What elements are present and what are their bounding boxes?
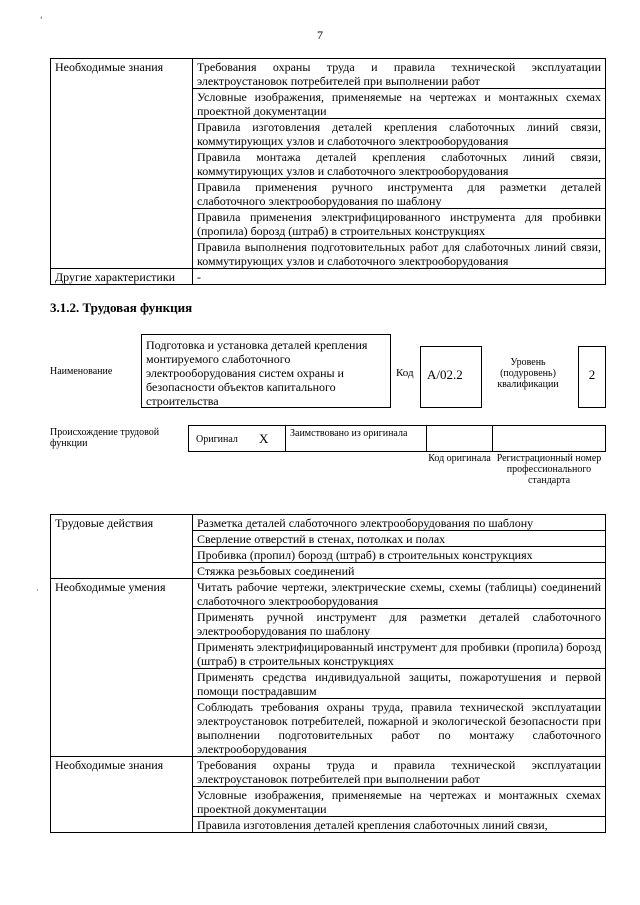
row-item: Условные изображения, применяемые на чертежах и монтажных схемах проектной документации (193, 787, 606, 817)
table-row (51, 757, 606, 787)
code-box (420, 346, 482, 408)
original-code-cell (426, 425, 493, 452)
row-item: Требования охраны труда и правила технической эксплуатации электроустановок потребителей при выполнении работ (193, 757, 606, 787)
row-item: Сверление отверстий в стенах, потолках и полах (193, 531, 606, 547)
level-label: Уровень (подуровень) квалификации (497, 357, 559, 390)
table-row (51, 579, 606, 609)
row-item: Читать рабочие чертежи, электрические схемы, схемы (таблицы) соединений слаботочного электрооборудования (193, 579, 606, 609)
name-label: Наименование (50, 366, 113, 377)
row-item: Условные изображения, применяемые на чертежах и монтажных схемах проектной документации (193, 89, 606, 119)
row-item: Применять средства индивидуальной защиты, пожаротушения и первой помощи пострадавшим (193, 669, 606, 699)
row-label: Необходимые знания (51, 757, 193, 833)
level-box (578, 346, 606, 408)
code-value: А/02.2 (427, 367, 463, 382)
code-caption: Код оригинала (428, 453, 491, 464)
table-row (51, 515, 606, 531)
row-label: Трудовые действия (51, 515, 193, 579)
origin-label: Происхождение трудовой функции (50, 427, 160, 449)
row-item: Применять электрифицированный инструмент для пробивки (пропила) борозд (штраб) в строительных конструкциях (193, 639, 606, 669)
section-heading: 3.1.2. Трудовая функция (50, 300, 193, 315)
function-name: Подготовка и установка деталей крепления монтируемого слаботочного электрооборудования систем охраны и безопасности объектов капитального строительства (146, 338, 368, 408)
row-item: Требования охраны труда и правила технической эксплуатации электроустановок потребителей при выполнении работ (193, 59, 606, 89)
row-item: Пробивка (пропил) борозд (штраб) в строительных конструкциях (193, 547, 606, 563)
row-item: Соблюдать требования охраны труда, правила технической эксплуатации электроустановок потребителей, пожарной и экологической безопасности при выполнении подготовительных работ по монтажу слаботочного электрооборудования (193, 699, 606, 757)
function-name-box (141, 334, 391, 408)
scan-mark: ‘ (40, 15, 43, 24)
labor-function-table (50, 514, 606, 833)
row-item: Правила изготовления деталей крепления слаботочных линий связи, коммутирующих узлов и слаботочного электрооборудования (193, 119, 606, 149)
borrowed-label: Заимствовано из оригинала (290, 428, 408, 439)
level-value: 2 (588, 367, 596, 382)
row-item: Правила выполнения подготовительных работ для слаботочных линий связи, коммутирующих узлов и слаботочного электрооборудования (193, 239, 606, 269)
page-number: 7 (317, 28, 323, 42)
row-item: Правила монтажа деталей крепления слаботочных линий связи, коммутирующих узлов и слаботочного электрооборудования (193, 149, 606, 179)
row-item: Разметка деталей слаботочного электрооборудования по шаблону (193, 515, 606, 531)
row-item: Правила применения ручного инструмента для разметки деталей слаботочного электрооборудования по шаблону (193, 179, 606, 209)
row-item: Стяжка резьбовых соединений (193, 563, 606, 579)
code-label: Код (396, 367, 414, 379)
row-item: - (193, 269, 606, 285)
borrowed-cell (285, 425, 427, 452)
scan-mark: · (36, 586, 39, 595)
table-row (51, 59, 606, 89)
row-label: Необходимые знания (51, 59, 193, 269)
row-label: Другие характеристики (51, 269, 193, 285)
knowledge-table (50, 58, 606, 285)
registration-caption: Регистрационный номер профессионального стандарта (496, 453, 602, 486)
row-item: Применять ручной инструмент для разметки деталей слаботочного электрооборудования по шаблону (193, 609, 606, 639)
original-mark: X (259, 431, 269, 446)
original-label: Оригинал (196, 434, 238, 445)
row-item: Правила изготовления деталей крепления слаботочных линий связи, (193, 817, 606, 833)
row-label: Необходимые умения (51, 579, 193, 757)
row-item: Правила применения электрифицированного инструмента для пробивки (пропила) борозд (штраб) в строительных конструкциях (193, 209, 606, 239)
registration-number-cell (492, 425, 606, 452)
original-cell (188, 425, 286, 452)
table-row (51, 269, 606, 285)
